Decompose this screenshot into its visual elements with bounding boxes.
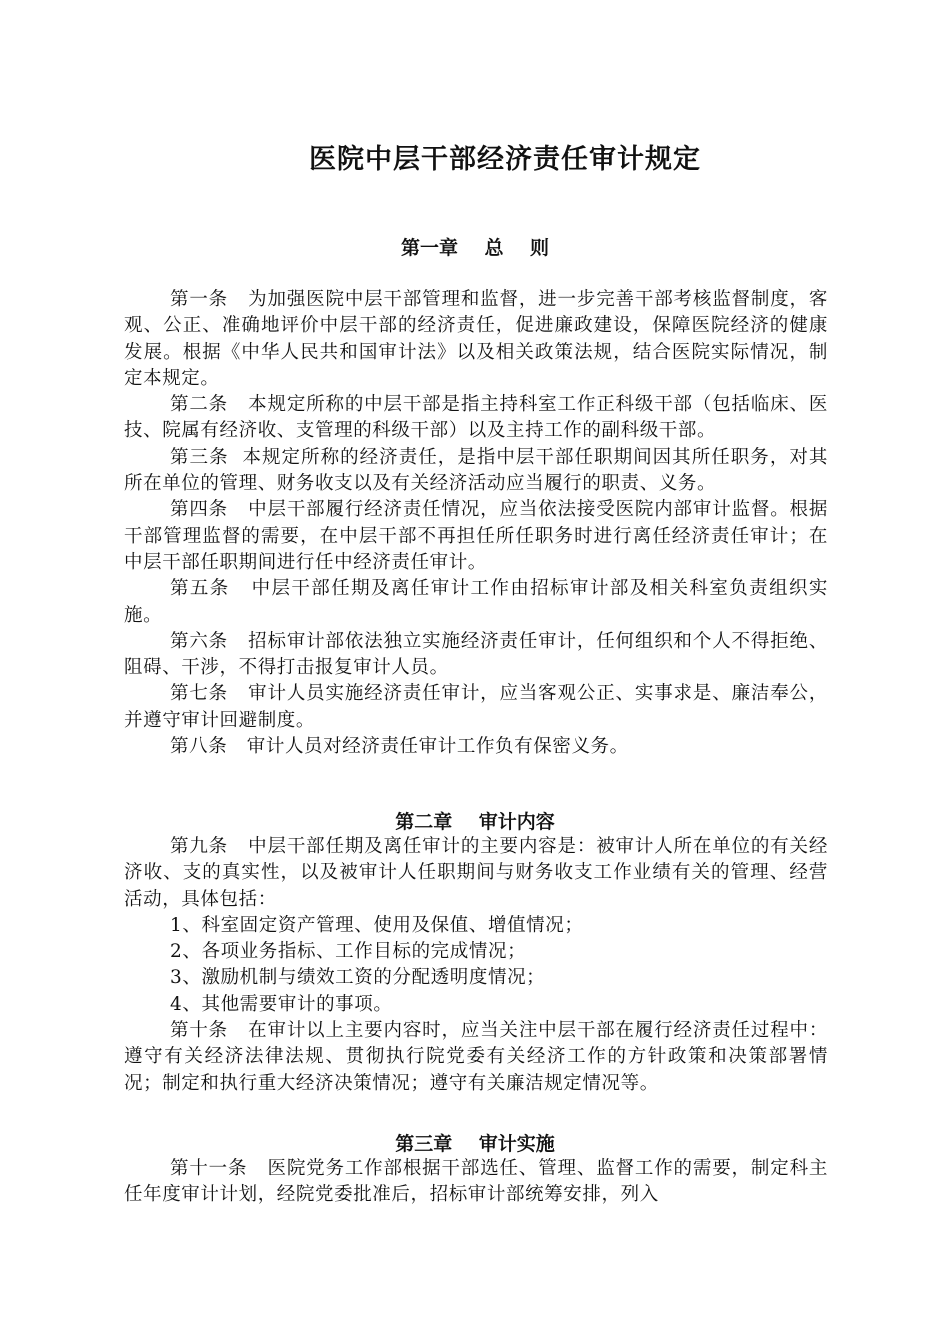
article-paragraph	[124, 1156, 828, 1209]
article-paragraph	[124, 392, 828, 445]
article-text: 医院党务工作部根据干部选任、管理、监督工作的需要，制定科主任年度审计计划，经院党委批准后，招标审计部统筹安排，列入	[124, 1158, 829, 1206]
article-paragraph	[124, 1018, 828, 1097]
chapter-heading-1: 第一章 总 则	[401, 237, 549, 259]
article-paragraph	[124, 497, 828, 576]
article-paragraph	[124, 445, 828, 498]
article-label: 第十一条	[170, 1158, 268, 1179]
list-item: 4、其他需要审计的事项。	[170, 993, 393, 1015]
article-label: 第九条	[170, 836, 249, 857]
article-text: 本规定所称的中层干部是指主持科室工作正科级干部（包括临床、医技、院属有经济收、支管理的科级干部）以及主持工作的副科级干部。	[124, 394, 828, 442]
article-paragraph	[124, 576, 828, 629]
chapter-heading-3: 第三章 审计实施	[395, 1133, 555, 1155]
article-label: 第二条	[170, 394, 249, 416]
article-text: 审计人员对经济责任审计工作负有保密义务。	[246, 736, 629, 758]
document-title: 医院中层干部经济责任审计规定	[309, 144, 701, 175]
article-label: 第四条	[170, 499, 249, 521]
article-paragraph	[124, 681, 828, 734]
list-item: 2、各项业务指标、工作目标的完成情况；	[170, 941, 527, 963]
article-text: 本规定所称的经济责任，是指中层干部任职期间因其所任职务，对其所在单位的管理、财务收支以及有关经济活动应当履行的职责、义务。	[124, 446, 828, 495]
chapter-heading-2: 第二章 审计内容	[395, 811, 555, 833]
chapter-1-body	[124, 287, 828, 760]
list-item: 3、激励机制与绩效工资的分配透明度情况；	[170, 967, 546, 989]
article-label: 第八条	[170, 736, 247, 758]
article-paragraph	[124, 629, 828, 682]
article-text: 中层干部任期及离任审计的主要内容是：被审计人所在单位的有关经济收、支的真实性，以及被审计人任职期间与财务收支工作业绩有关的管理、经营活动，具体包括：	[124, 836, 828, 910]
article-label: 第三条	[170, 446, 243, 468]
article-text: 在审计以上主要内容时，应当关注中层干部在履行经济责任过程中：遵守有关经济法律法规、贯彻执行院党委有关经济工作的方针政策和决策部署情况；制定和执行重大经济决策情况；遵守有关廉洁规定情况等。	[124, 1020, 828, 1094]
article-text: 招标审计部依法独立实施经济责任审计，任何组织和个人不得拒绝、阻碍、干涉，不得打击报复审计人员。	[124, 630, 828, 679]
chapter-2-body	[124, 834, 828, 1097]
article-label: 第一条	[170, 289, 249, 310]
chapter-3-body	[124, 1156, 828, 1209]
article-text: 中层干部履行经济责任情况，应当依法接受医院内部审计监督。根据干部管理监督的需要，在中层干部不再担任所任职务时进行离任经济责任审计；在中层干部任职期间进行任中经济责任审计。	[124, 499, 828, 573]
article-label: 第十条	[170, 1020, 249, 1042]
list-item: 1、科室固定资产管理、使用及保值、增值情况；	[170, 914, 584, 936]
article-text: 为加强医院中层干部管理和监督，进一步完善干部考核监督制度，客观、公正、准确地评价中层干部的经济责任，促进廉政建设，保障医院经济的健康发展。根据《中华人民共和国审计法》以及相关政策法规，结合医院实际情况，制定本规定。	[124, 289, 828, 389]
article-text: 中层干部任期及离任审计工作由招标审计部及相关科室负责组织实施。	[124, 578, 828, 626]
article-label: 第七条	[170, 683, 249, 705]
article-paragraph	[124, 734, 828, 760]
article-paragraph	[124, 287, 828, 392]
article-label: 第六条	[170, 630, 249, 652]
article-paragraph	[124, 834, 828, 913]
article-label: 第五条	[170, 578, 252, 600]
article-text: 审计人员实施经济责任审计，应当客观公正、实事求是、廉洁奉公，并遵守审计回避制度。	[124, 683, 828, 731]
